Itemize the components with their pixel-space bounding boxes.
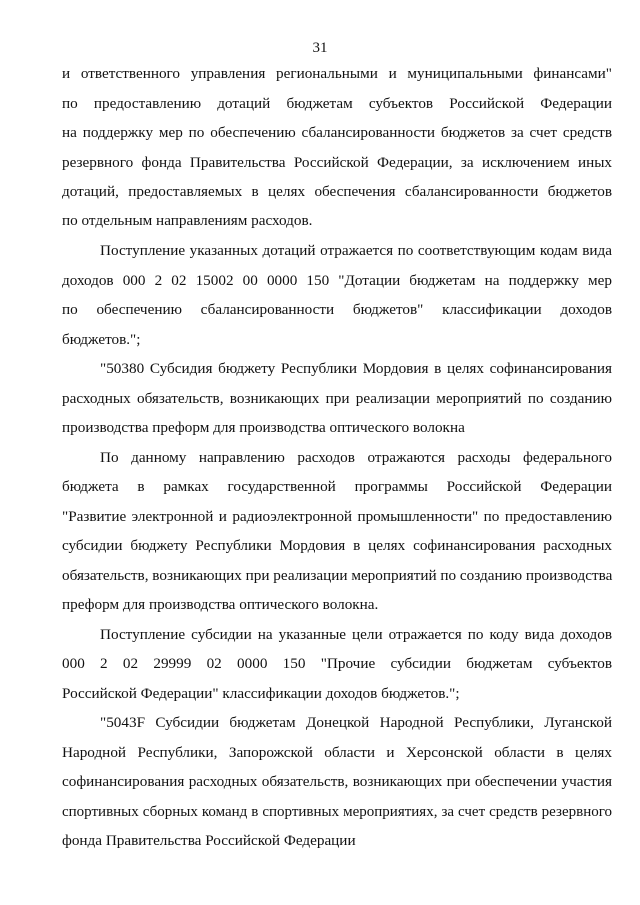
text-line: на поддержку мер по обеспечению сбалансированности бюджетов за счет средств xyxy=(62,124,612,141)
text-line: субсидии бюджету Республики Мордовия в целях софинансирования расходных xyxy=(62,537,612,554)
text-line: дотаций, предоставляемых в целях обеспечения сбалансированности бюджетов xyxy=(62,183,612,200)
text-line: Поступление указанных дотаций отражается по соответствующим кодам вида xyxy=(100,242,612,259)
text-line: "50380 Субсидия бюджету Республики Мордовия в целях софинансирования xyxy=(100,360,612,377)
text-line: "Развитие электронной и радиоэлектронной промышленности" по предоставлению xyxy=(62,508,612,525)
text-line: "5043F Субсидии бюджетам Донецкой Народной Республики, Луганской xyxy=(100,714,612,731)
page-number: 31 xyxy=(312,40,328,56)
text-line: софинансирования расходных обязательств, возникающих при обеспечении участия xyxy=(62,773,612,790)
text-line: резервного фонда Правительства Российской Федерации, за исключением иных xyxy=(62,154,612,171)
text-line: спортивных сборных команд в спортивных мероприятиях, за счет средств резервного xyxy=(62,804,612,820)
text-line: Поступление субсидии на указанные цели отражается по коду вида доходов xyxy=(100,626,612,643)
text-line: доходов 000 2 02 15002 00 0000 150 "Дотации бюджетам на поддержку мер xyxy=(62,272,612,289)
text-line: расходных обязательств, возникающих при реализации мероприятий по созданию xyxy=(62,390,612,407)
text-line: Российской Федерации" классификации доходов бюджетов."; xyxy=(62,685,460,702)
text-line: фонда Правительства Российской Федерации xyxy=(62,832,356,849)
text-line: по отдельным направлениям расходов. xyxy=(62,212,313,229)
text-line: по предоставлению дотаций бюджетам субъектов Российской Федерации xyxy=(62,95,612,112)
text-line: производства преформ для производства оптического волокна xyxy=(62,419,465,436)
text-line: По данному направлению расходов отражаются расходы федерального xyxy=(100,449,612,466)
text-line: преформ для производства оптического волокна. xyxy=(62,596,379,613)
text-line: Народной Республики, Запорожской области и Херсонской области в целях xyxy=(62,744,612,761)
text-line: обязательств, возникающих при реализации мероприятий по созданию производства xyxy=(62,567,613,584)
text-line: бюджета в рамках государственной программы Российской Федерации xyxy=(62,478,612,495)
text-line: по обеспечению сбалансированности бюджетов" классификации доходов xyxy=(62,301,612,318)
text-line: 000 2 02 29999 02 0000 150 "Прочие субсидии бюджетам субъектов xyxy=(62,655,612,672)
text-line: бюджетов."; xyxy=(62,331,141,348)
text-line: и ответственного управления региональными и муниципальными финансами" xyxy=(62,65,612,82)
